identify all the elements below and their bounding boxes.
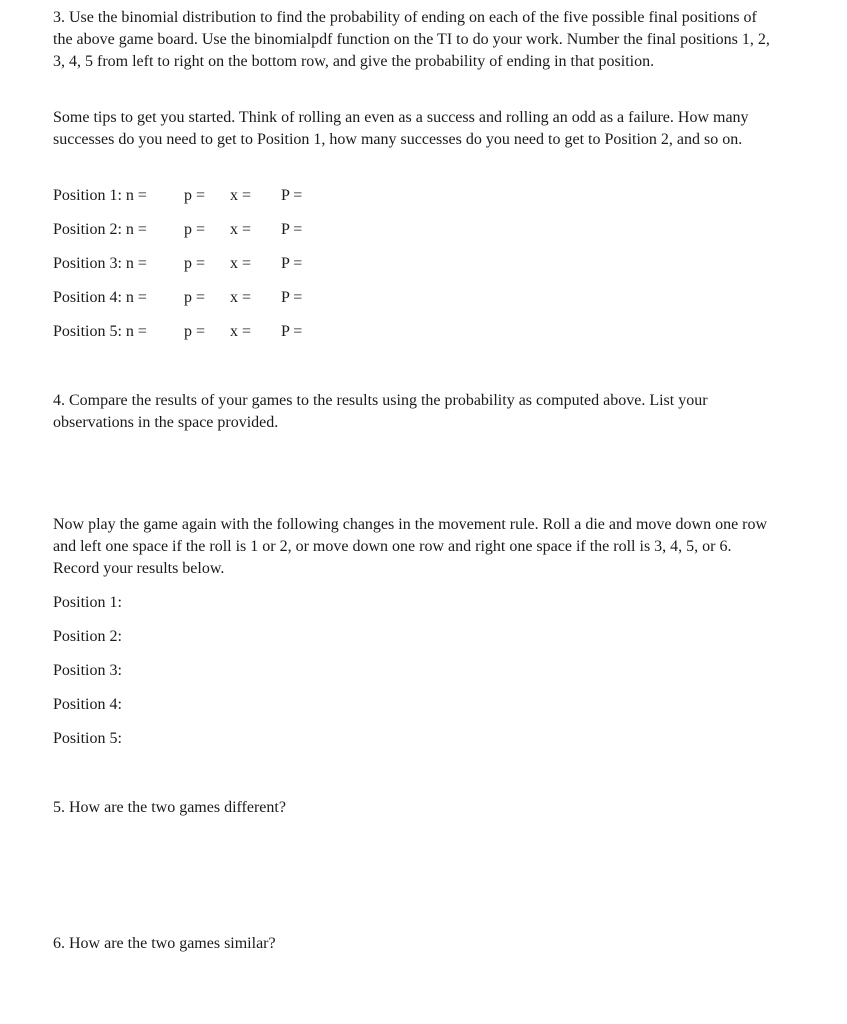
question-4-text: 4. Compare the results of your games to the results using the probability as computed above. List your observations in the space provided. [53,392,708,431]
position-label: Position 4: n = [53,289,147,306]
probability-label: P = [281,187,303,204]
p-label: p = [184,255,206,272]
x-label: x = [230,221,252,238]
question-6-text: 6. How are the two games similar? [53,935,276,952]
x-label: x = [230,255,252,272]
question-3-tips: Some tips to get you started. Think of rolling an even as a success and rolling an odd as a failure. How many successes do you need to get to Position 1, how many successes do you need to get to Position 2, and so on. [53,109,749,148]
position-label: Position 3: n = [53,255,147,272]
question-3-text: 3. Use the binomial distribution to find the probability of ending on each of the five possible final positions of the above game board. Use the binomialpdf function on the TI to do your work. Number the final positions 1, 2, 3, 4, 5 from left to right on the bottom row, and give the probability of ending in that position. [53,9,770,70]
probability-label: P = [281,289,303,306]
position-label: Position 2: n = [53,221,147,238]
x-label: x = [230,323,252,340]
replay-position-1: Position 1: [53,594,122,611]
replay-instructions: Now play the game again with the following changes in the movement rule. Roll a die and move down one row and left one space if the roll is 1 or 2, or move down one row and right one space if the roll is 3, 4, 5, or 6. Record your results below. [53,516,768,577]
question-5-text: 5. How are the two games different? [53,799,286,816]
replay-position-3: Position 3: [53,662,122,679]
probability-label: P = [281,221,303,238]
replay-position-2: Position 2: [53,628,122,645]
replay-position-4: Position 4: [53,696,122,713]
probability-label: P = [281,255,303,272]
p-label: p = [184,289,206,306]
x-label: x = [230,289,252,306]
probability-label: P = [281,323,303,340]
p-label: p = [184,323,206,340]
position-label: Position 5: n = [53,323,147,340]
p-label: p = [184,221,206,238]
position-label: Position 1: n = [53,187,147,204]
replay-position-5: Position 5: [53,730,122,747]
p-label: p = [184,187,206,204]
x-label: x = [230,187,252,204]
